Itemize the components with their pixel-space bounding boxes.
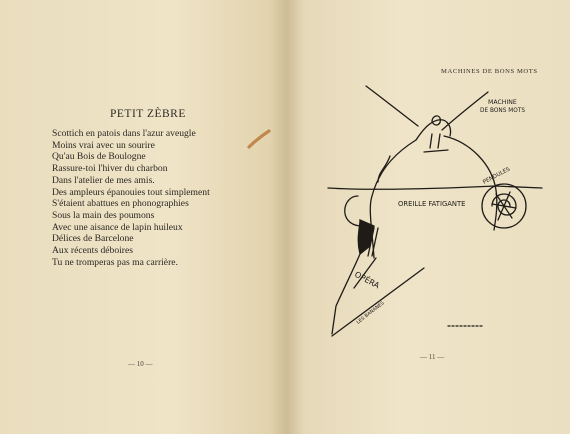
label-opera: OPÉRA [353,269,382,291]
poem-line: Aux récents déboires [52,245,133,257]
poem-line: Scottich en patois dans l'azur aveugle [52,128,196,139]
poem-line: Délices de Barcelone [52,233,134,245]
poem-line: Avec une aisance de lapin huileux [52,221,183,233]
label-pendules: PENDULES [482,166,512,186]
label-bananes: LES BANANES [356,301,386,326]
label-oreille: OREILLE FATIGANTE [398,200,466,208]
page-number-right: — 11 — [420,353,445,361]
label-machine: MACHINE [488,99,517,106]
ink-stain [246,128,272,150]
poem-line: Rassure-toi l'hiver du charbon [52,163,168,175]
poem-line: S'étaient abattues en phonographies [52,198,189,210]
poem-title: PETIT ZÈBRE [110,108,186,120]
poem-line: Tu ne tromperas pas ma carrière. [52,256,178,268]
poem-line: Dans l'atelier de mes amis. [52,174,155,186]
poem-lines [52,128,210,268]
machine-drawing [320,78,560,348]
poem-line: Qu'au Bois de Boulogne [52,151,146,163]
page-number-left: — 10 — [128,360,153,368]
poem-line: Sous la main des poumons [52,209,155,221]
poem-line: Moins vrai avec un sourire [52,139,155,151]
poem-line: Des ampleurs épanouies tout simplement [52,186,210,198]
label-bons-mots: DE BONS MOTS [480,108,526,114]
running-head: MACHINES DE BONS MOTS [441,68,538,75]
